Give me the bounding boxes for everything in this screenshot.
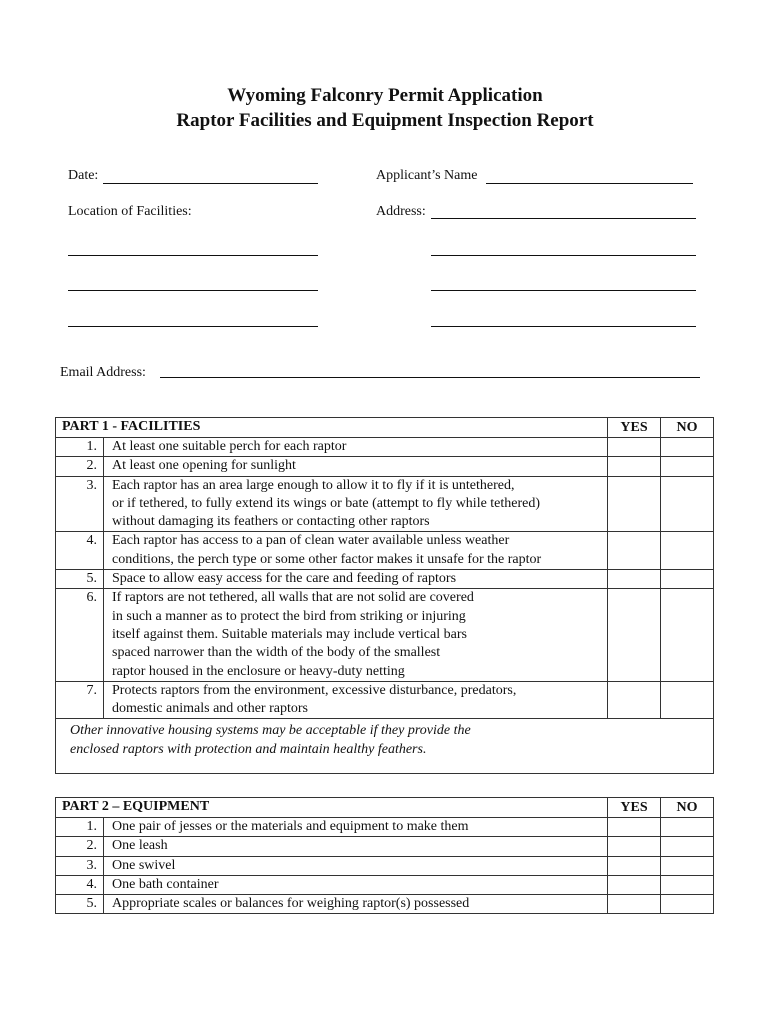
yes-checkbox[interactable] [608,476,661,532]
no-checkbox[interactable] [661,570,714,589]
date-label: Date: [68,168,99,183]
item-number: 7. [56,681,104,719]
no-checkbox[interactable] [661,895,714,914]
yes-checkbox[interactable] [608,532,661,570]
item-number: 5. [56,895,104,914]
location-field-3[interactable] [68,326,318,327]
yes-checkbox[interactable] [608,681,661,719]
item-number: 2. [56,457,104,476]
no-checkbox[interactable] [661,818,714,837]
item-number: 5. [56,570,104,589]
item-description [104,476,608,532]
applicant-name-field[interactable] [486,183,693,184]
yes-checkbox[interactable] [608,856,661,875]
no-checkbox[interactable] [661,875,714,894]
item-description [104,818,608,837]
address-field-4[interactable] [431,326,696,327]
equipment-table [55,797,714,914]
item-description-line: itself against them. Suitable materials may include vertical bars [112,626,467,642]
checklist-row [56,438,714,457]
item-description [104,681,608,719]
note-row [56,719,714,774]
part2-no-header: NO [661,798,714,818]
item-description-line: raptor housed in the enclosure or heavy-duty netting [112,663,405,679]
checklist-row [56,589,714,681]
item-description [104,438,608,457]
item-description-line: without damaging its feathers or contacting other raptors [112,514,430,530]
no-checkbox[interactable] [661,532,714,570]
item-description [104,532,608,570]
address-field-3[interactable] [431,290,696,291]
checklist-row [56,476,714,532]
item-description-line: Each raptor has an area large enough to allow it to fly if it is untethered, [112,477,515,493]
item-description [104,837,608,856]
form-title: Wyoming Falconry Permit Application [227,85,543,106]
item-description-line: Protects raptors from the environment, excessive disturbance, predators, [112,682,517,698]
checklist-row [56,856,714,875]
part2-heading: PART 2 – EQUIPMENT [56,798,608,818]
item-description-line: domestic animals and other raptors [112,701,308,717]
item-description-line: One bath container [112,876,219,892]
email-field[interactable] [160,377,700,378]
item-description-line: Each raptor has access to a pan of clean water available unless weather [112,533,510,549]
item-description-line: in such a manner as to protect the bird from striking or injuring [112,608,466,624]
part1-heading: PART 1 - FACILITIES [56,418,608,438]
item-description-line: At least one opening for sunlight [112,458,296,474]
item-description-line: If raptors are not tethered, all walls that are not solid are covered [112,590,474,606]
no-checkbox[interactable] [661,856,714,875]
item-description [104,570,608,589]
item-description-line: One swivel [112,857,176,873]
item-number: 4. [56,532,104,570]
checklist-row [56,570,714,589]
no-checkbox[interactable] [661,681,714,719]
location-label: Location of Facilities: [68,204,192,219]
address-field-1[interactable] [431,218,696,219]
item-description-line: At least one suitable perch for each raptor [112,439,347,454]
yes-checkbox[interactable] [608,589,661,681]
item-number: 1. [56,438,104,457]
item-description [104,895,608,914]
checklist-row [56,837,714,856]
part2-yes-header: YES [608,798,661,818]
item-description [104,856,608,875]
no-checkbox[interactable] [661,589,714,681]
location-field-1[interactable] [68,255,318,256]
yes-checkbox[interactable] [608,895,661,914]
housing-note-line: enclosed raptors with protection and maintain healthy feathers. [70,742,427,758]
item-number: 1. [56,818,104,837]
email-label: Email Address: [60,365,146,380]
yes-checkbox[interactable] [608,438,661,457]
yes-checkbox[interactable] [608,457,661,476]
no-checkbox[interactable] [661,457,714,476]
item-description [104,457,608,476]
checklist-row [56,457,714,476]
yes-checkbox[interactable] [608,818,661,837]
housing-note-line: Other innovative housing systems may be acceptable if they provide the [70,723,471,739]
yes-checkbox[interactable] [608,837,661,856]
facilities-table [55,417,714,774]
address-field-2[interactable] [431,255,696,256]
part1-yes-header: YES [608,418,661,438]
no-checkbox[interactable] [661,438,714,457]
item-description [104,875,608,894]
no-checkbox[interactable] [661,476,714,532]
item-number: 6. [56,589,104,681]
item-number: 2. [56,837,104,856]
item-description-line: One leash [112,838,168,854]
item-description-line: spaced narrower than the width of the body of the smallest [112,645,441,661]
item-description [104,589,608,681]
date-field[interactable] [103,183,318,184]
checklist-row [56,532,714,570]
housing-note [56,719,714,774]
item-description-line: Appropriate scales or balances for weighing raptor(s) possessed [112,896,470,912]
item-description-line: conditions, the perch type or some other factor makes it unsafe for the raptor [112,551,542,567]
checklist-row [56,895,714,914]
item-description-line: or if tethered, to fully extend its wings or bate (attempt to fly while tethered) [112,495,541,511]
part1-no-header: NO [661,418,714,438]
yes-checkbox[interactable] [608,570,661,589]
checklist-row [56,875,714,894]
checklist-row [56,681,714,719]
address-label: Address: [376,204,426,219]
no-checkbox[interactable] [661,837,714,856]
item-number: 4. [56,875,104,894]
item-description-line: One pair of jesses or the materials and equipment to make them [112,819,469,834]
item-number: 3. [56,856,104,875]
form-subtitle: Raptor Facilities and Equipment Inspection Report [176,110,594,131]
yes-checkbox[interactable] [608,875,661,894]
location-field-2[interactable] [68,290,318,291]
item-number: 3. [56,476,104,532]
item-description-line: Space to allow easy access for the care and feeding of raptors [112,571,457,587]
checklist-row [56,818,714,837]
applicant-name-label: Applicant’s Name [376,168,478,183]
